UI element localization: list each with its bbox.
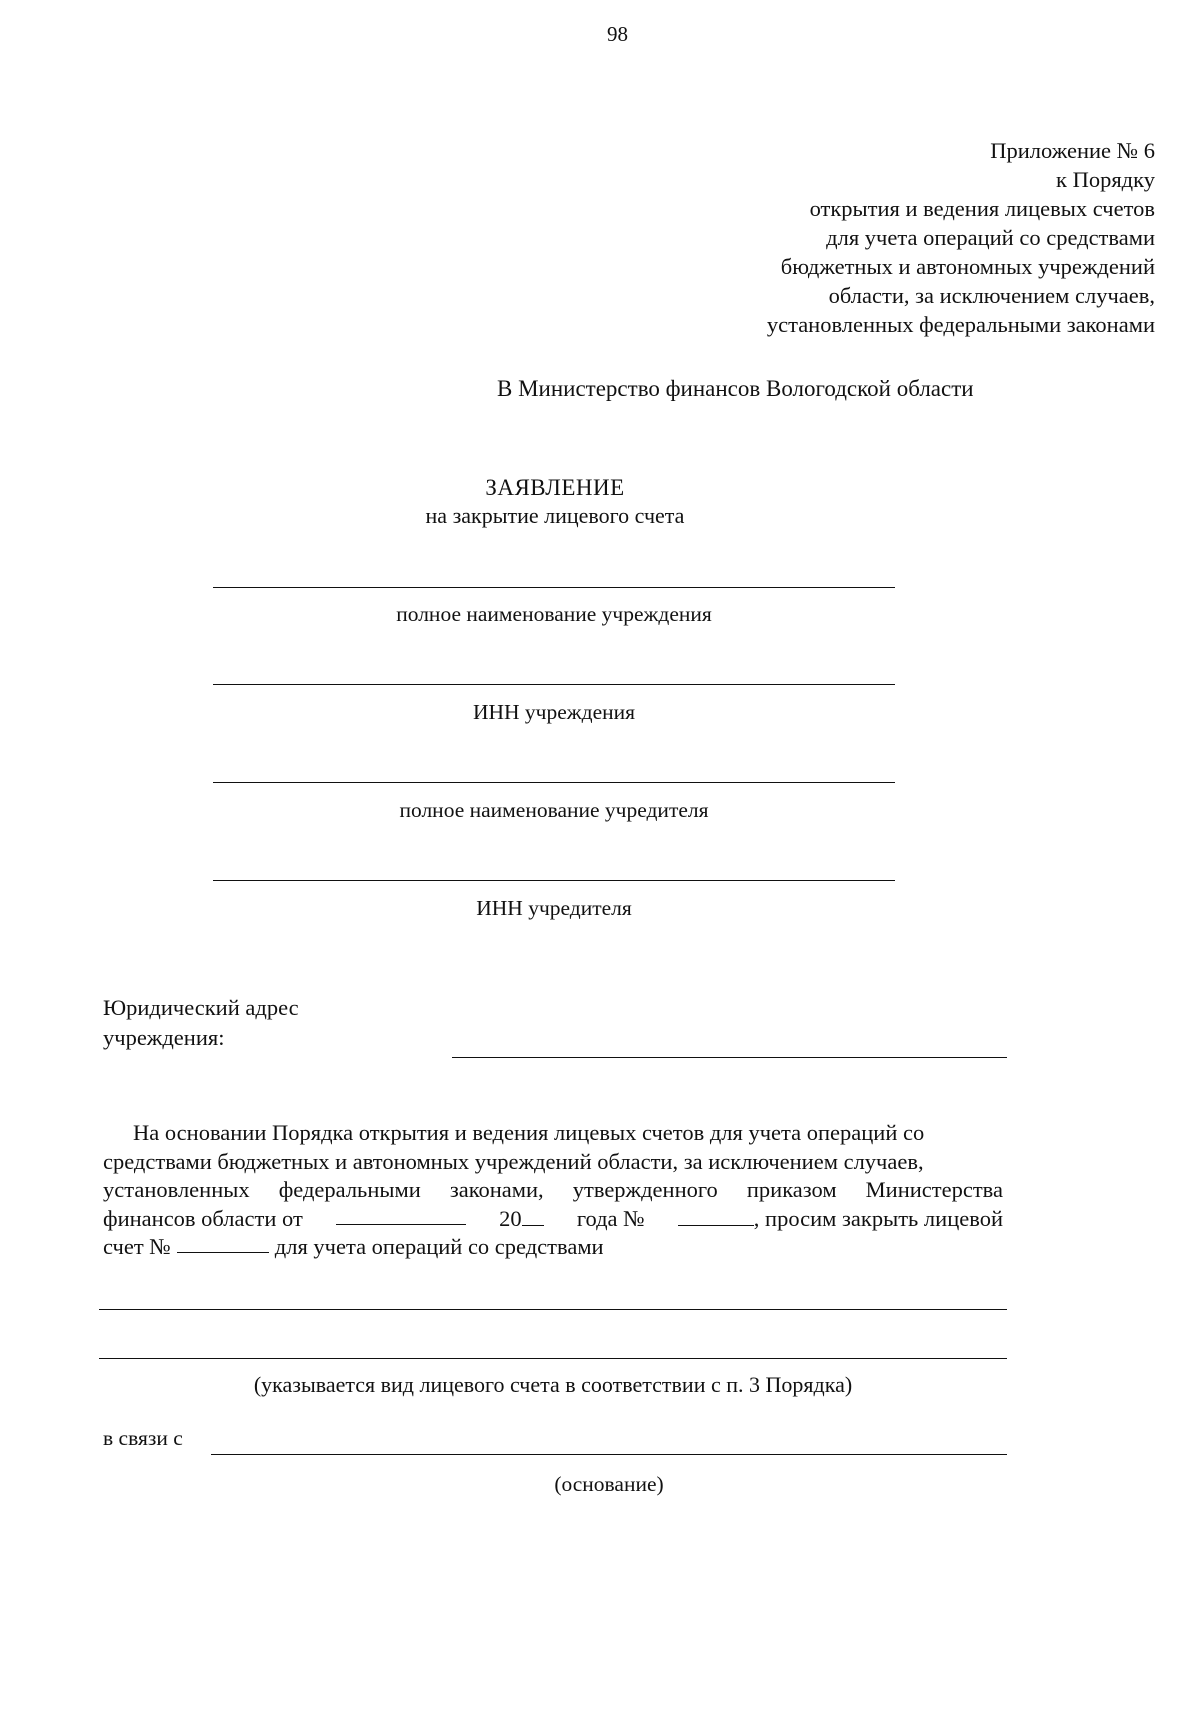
- year-prefix: 20: [499, 1205, 522, 1231]
- body-text: [499, 1205, 544, 1234]
- grounds-caption: (основание): [554, 1472, 664, 1496]
- body-word: приказом: [746, 1177, 837, 1202]
- body-text: для учета операций со средствами: [274, 1234, 604, 1259]
- appendix-line: бюджетных и автономных учреждений: [780, 254, 1155, 279]
- appendix-line: для учета операций со средствами: [826, 225, 1155, 250]
- legal-address-label-line: учреждения:: [103, 1025, 225, 1050]
- institution-name-caption: полное наименование учреждения: [396, 602, 712, 626]
- page-number: 98: [607, 22, 628, 46]
- order-date-blank[interactable]: [336, 1205, 466, 1225]
- legal-address-label-line: Юридический адрес: [103, 995, 299, 1020]
- appendix-line: открытия и ведения лицевых счетов: [809, 196, 1155, 221]
- addressee: В Министерство финансов Вологодской области: [497, 376, 974, 401]
- founder-inn-caption: ИНН учредителя: [476, 896, 632, 920]
- body-word: утвержденного: [572, 1177, 718, 1202]
- body-text: , просим закрыть лицевой: [753, 1205, 1003, 1231]
- body-text: года №: [576, 1205, 645, 1231]
- account-type-line[interactable]: [99, 1309, 1007, 1310]
- appendix-line: Приложение № 6: [990, 138, 1155, 163]
- body-line: [103, 1119, 1003, 1148]
- founder-name-line[interactable]: [213, 782, 895, 783]
- founder-inn-line[interactable]: [213, 880, 895, 881]
- body-word: установленных: [103, 1177, 250, 1202]
- body-paragraph: [103, 1119, 1003, 1262]
- body-text: средствами бюджетных и автономных учреждений области, за исключением случаев,: [103, 1148, 924, 1174]
- institution-name-line[interactable]: [213, 587, 895, 588]
- body-line: [103, 1233, 1003, 1262]
- body-text: финансов области от: [103, 1205, 303, 1231]
- legal-address-label: [103, 993, 299, 1053]
- founder-name-caption: полное наименование учредителя: [399, 798, 709, 822]
- order-number-blank[interactable]: [678, 1206, 754, 1226]
- institution-inn-line[interactable]: [213, 684, 895, 685]
- body-line: [103, 1205, 1003, 1234]
- body-text: На основании Порядка открытия и ведения лицевых счетов для учета операций со: [133, 1120, 925, 1145]
- account-type-caption: (указывается вид лицевого счета в соответствии с п. 3 Порядка): [253, 1372, 853, 1397]
- document-subtitle: на закрытие лицевого счета: [425, 503, 685, 528]
- grounds-label: в связи с: [103, 1426, 183, 1450]
- body-line: [103, 1148, 1003, 1177]
- body-word: Министерства: [865, 1177, 1003, 1202]
- body-word: законами,: [449, 1177, 544, 1202]
- appendix-line: к Порядку: [1056, 167, 1155, 192]
- institution-inn-caption: ИНН учреждения: [472, 700, 636, 724]
- account-type-line[interactable]: [99, 1358, 1007, 1359]
- document-title: ЗАЯВЛЕНИЕ: [485, 475, 625, 500]
- body-text: [678, 1205, 1003, 1234]
- appendix-line: области, за исключением случаев,: [828, 283, 1155, 308]
- year-blank[interactable]: [522, 1206, 544, 1226]
- account-number-blank[interactable]: [177, 1233, 269, 1253]
- legal-address-line[interactable]: [452, 1057, 1007, 1058]
- body-line: [103, 1176, 1003, 1205]
- appendix-line: установленных федеральными законами: [766, 312, 1155, 337]
- body-word: федеральными: [278, 1177, 421, 1202]
- body-text: счет №: [103, 1234, 171, 1259]
- grounds-line[interactable]: [211, 1454, 1007, 1455]
- appendix-header: [767, 136, 1155, 339]
